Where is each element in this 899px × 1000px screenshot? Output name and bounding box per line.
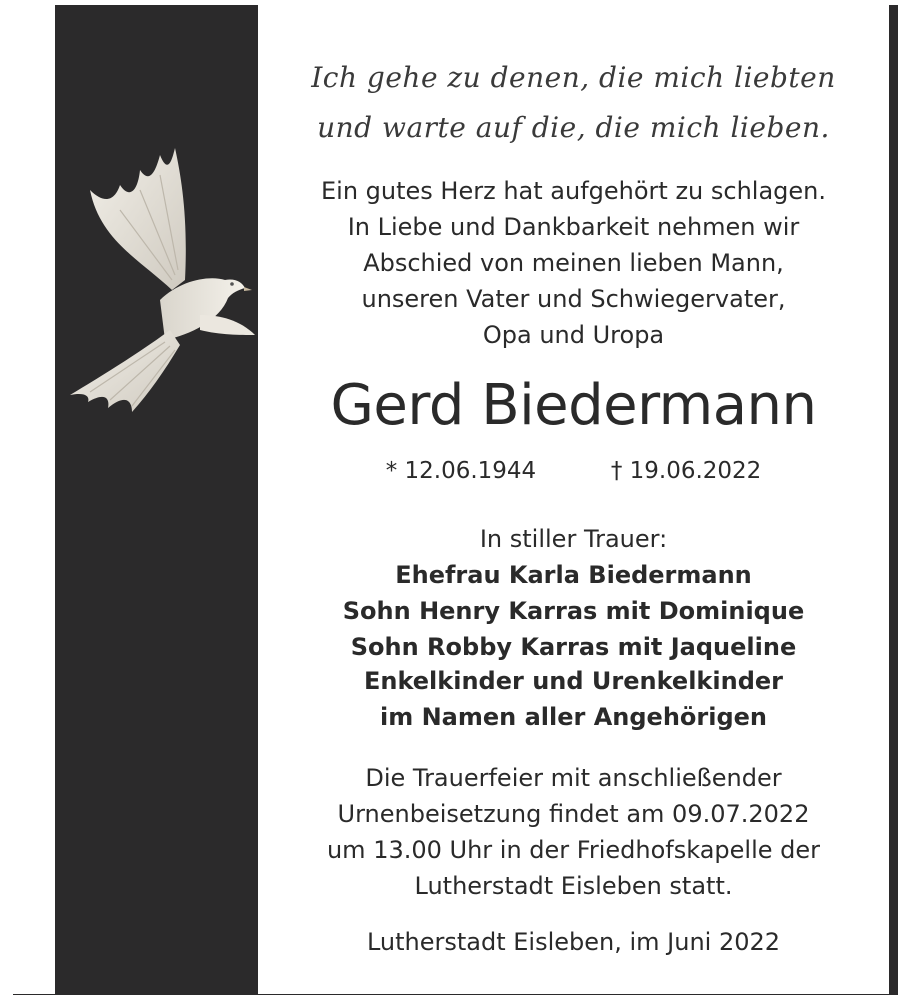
deceased-name: Gerd Biedermann	[330, 373, 817, 438]
mourner: Sohn Henry Karras mit Dominique	[342, 597, 805, 625]
mourner: Enkelkinder und Urenkelkinder	[363, 667, 783, 695]
mourning-heading: In stiller Trauer:	[479, 525, 668, 553]
intro-line: unseren Vater und Schwiegervater,	[361, 285, 786, 313]
ceremony-line: Urnenbeisetzung findet am 09.07.2022	[337, 800, 810, 828]
intro-line: In Liebe und Dankbarkeit nehmen wir	[347, 213, 800, 241]
mourner: Ehefrau Karla Biedermann	[395, 561, 752, 589]
birth-date: * 12.06.1944	[385, 458, 537, 484]
life-dates	[258, 458, 889, 484]
intro-line: Abschied von meinen lieben Mann,	[363, 249, 784, 277]
ceremony-line: um 13.00 Uhr in der Friedhofskapelle der	[326, 836, 821, 864]
intro-line: Ein gutes Herz hat aufgehört zu schlagen.	[320, 177, 827, 205]
mourner: im Namen aller Angehörigen	[379, 703, 767, 731]
place-and-date: Lutherstadt Eisleben, im Juni 2022	[366, 928, 781, 956]
left-margin-strip	[13, 5, 55, 994]
death-date: † 19.06.2022	[610, 458, 762, 484]
ceremony-line: Lutherstadt Eisleben statt.	[414, 872, 733, 900]
obituary-text-panel	[258, 5, 889, 994]
ceremony-line: Die Trauerfeier mit anschließender	[365, 764, 782, 792]
intro-line: Opa und Uropa	[482, 321, 665, 349]
quote-line-1: Ich gehe zu denen, die mich liebten	[311, 61, 836, 94]
mourner: Sohn Robby Karras mit Jaqueline	[350, 633, 797, 661]
dove-icon	[60, 130, 260, 430]
quote-line-2: und warte auf die, die mich lieben.	[317, 111, 830, 144]
